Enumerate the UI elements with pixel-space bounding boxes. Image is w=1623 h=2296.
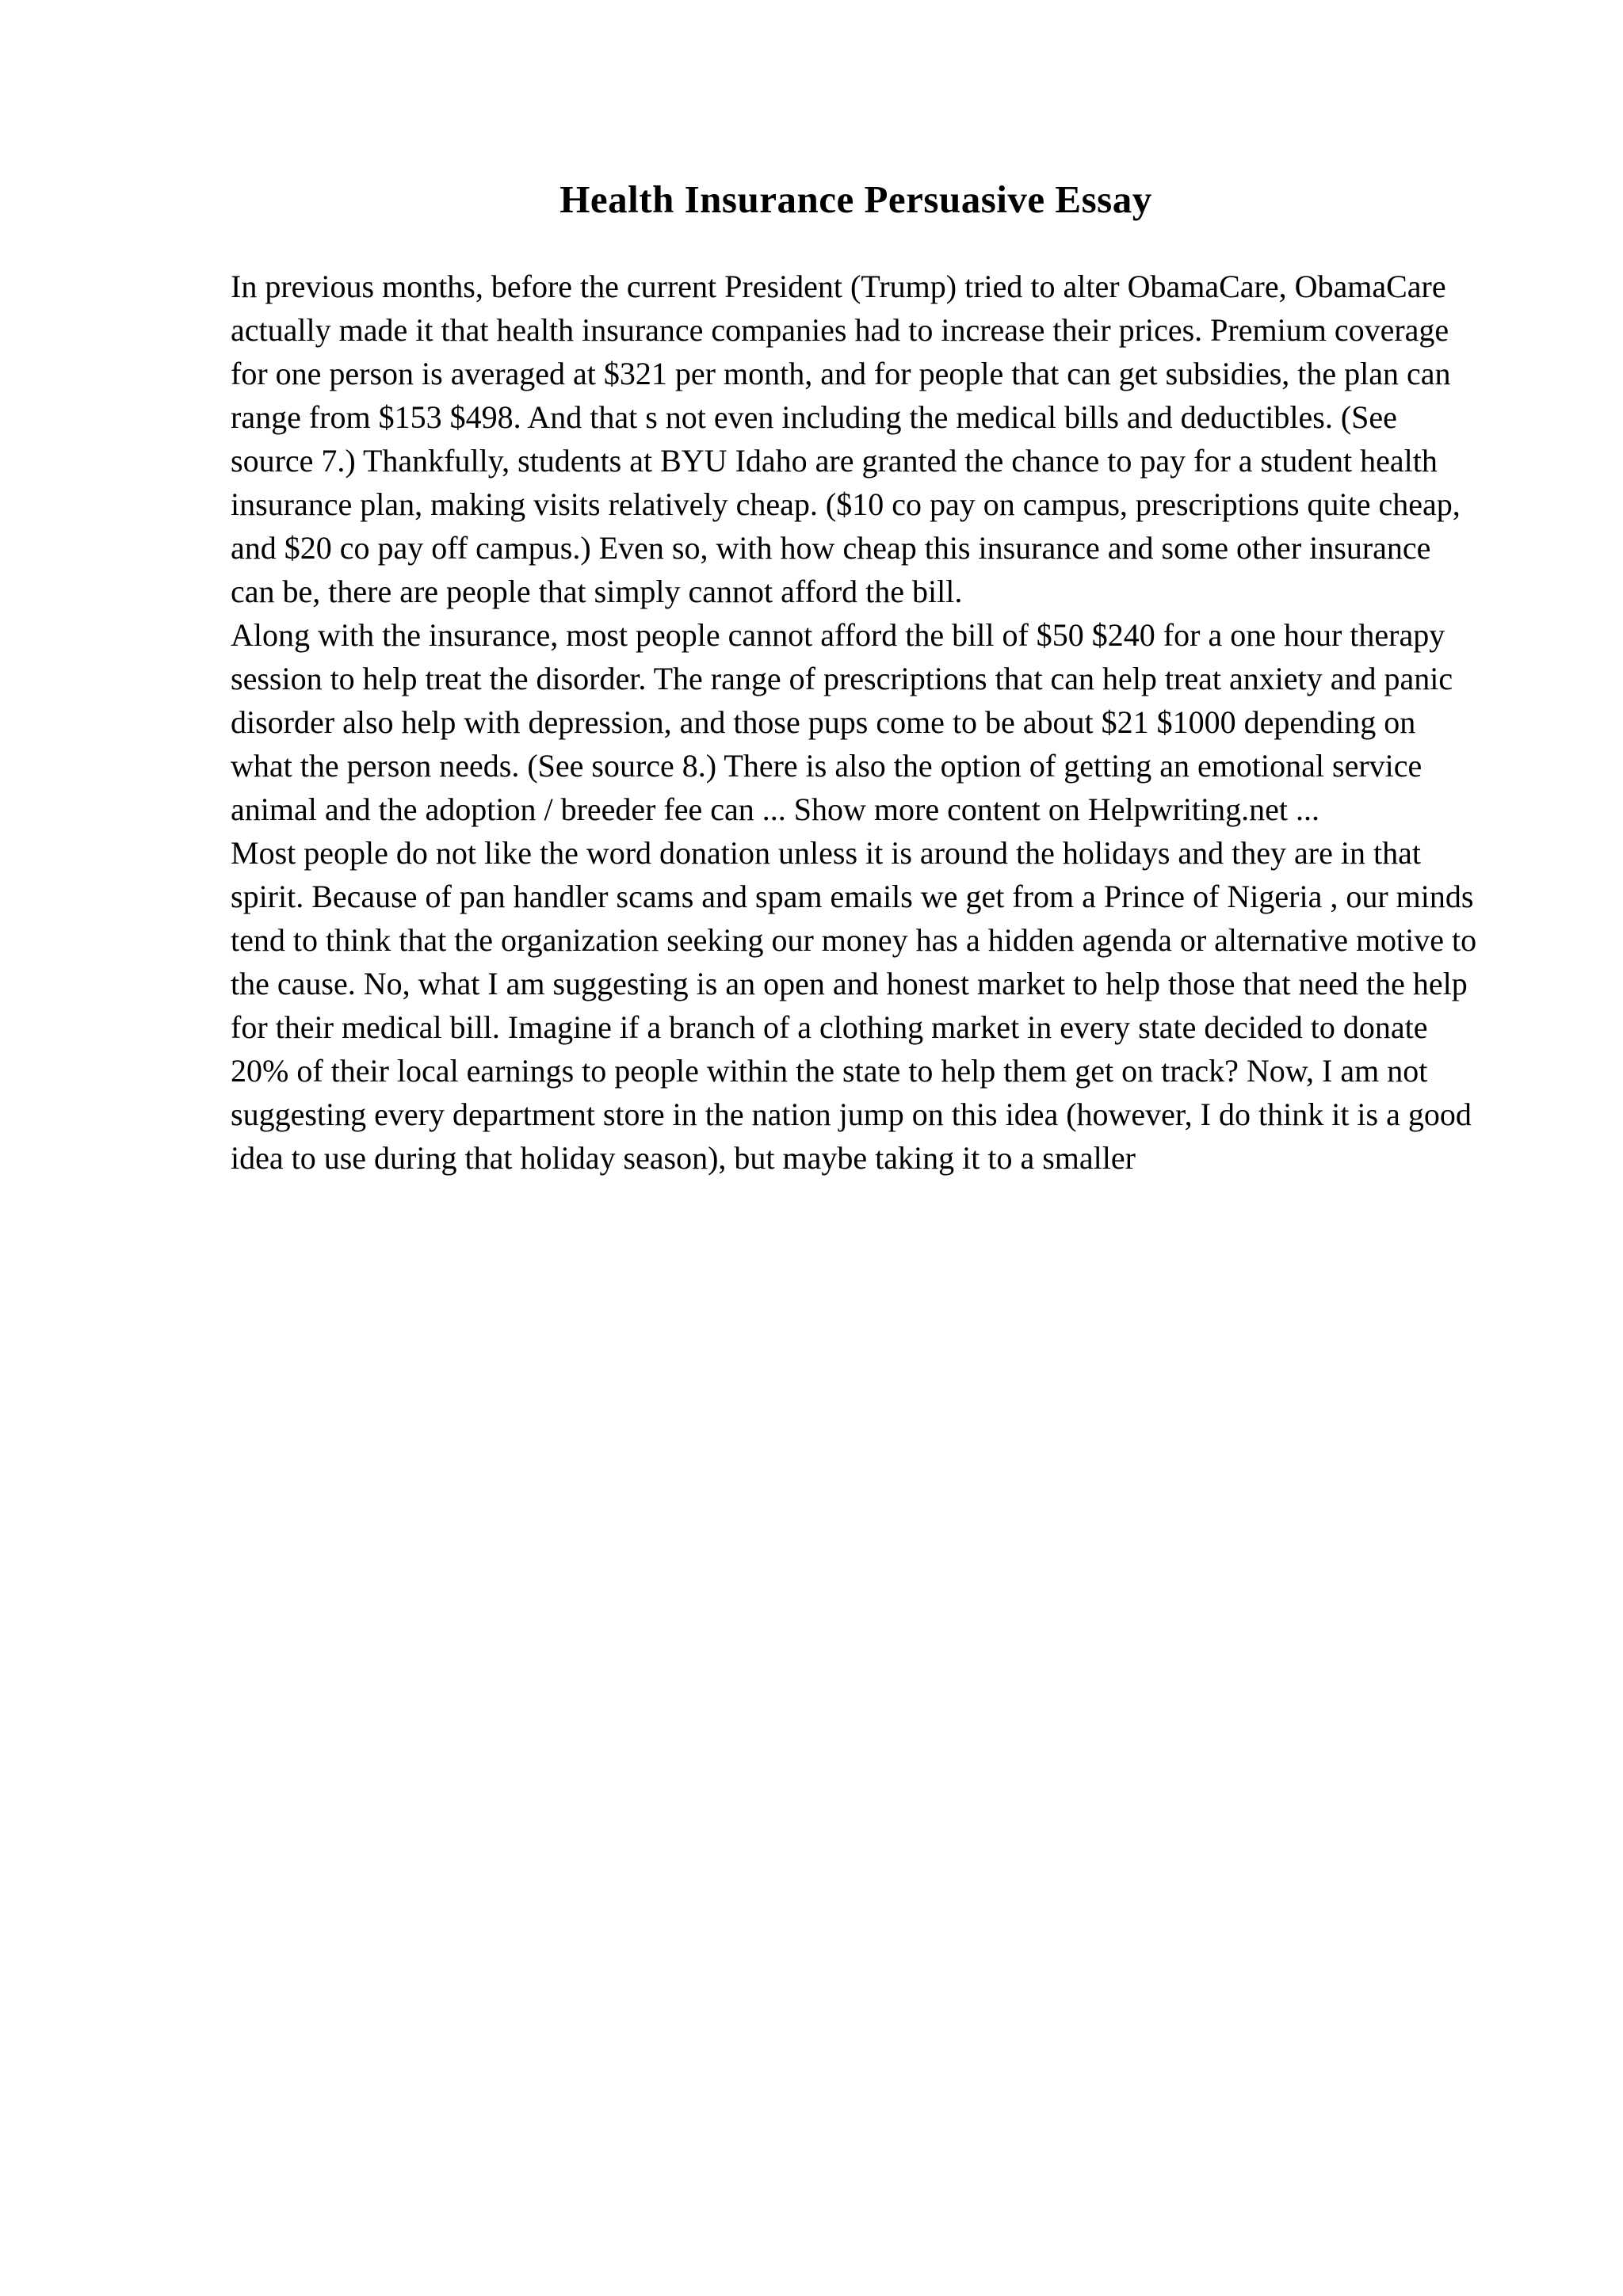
essay-content (231, 0, 1481, 1180)
essay-paragraph-1: In previous months, before the current President (Trump) tried to alter ObamaCare, ObamaCare actually made it that health insurance companies had to increase their prices. Premium coverage for one person is averaged at $321 per month, and for people that can get subsidies, the plan can range from $153 $498. And that s not even including the medical bills and deductibles. (See source 7.) Thankfully, students at BYU Idaho are granted the chance to pay for a student health insurance plan, making visits relatively cheap. ($10 co pay on campus, prescriptions quite cheap, and $20 co pay off campus.) Even so, with how cheap this insurance and some other insurance can be, there are people that simply cannot afford the bill. (231, 269, 1461, 609)
essay-paragraph-2: Along with the insurance, most people cannot afford the bill of $50 $240 for a one hour therapy session to help treat the disorder. The range of prescriptions that can help treat anxiety and panic disorder also help with depression, and those pups come to be about $21 $1000 depending on what the person needs. (See source 8.) There is also the option of getting an emotional service animal and the adoption / breeder fee can ... Show more content on Helpwriting.net ... (231, 617, 1453, 827)
essay-title: Health Insurance Persuasive Essay (559, 177, 1152, 221)
essay-body (231, 265, 1481, 1180)
essay-paragraph-3: Most people do not like the word donation unless it is around the holidays and they are in that spirit. Because of pan handler scams and spam emails we get from a Prince of Nigeria , our minds tend to think that the organization seeking our money has a hidden agenda or alternative motive to the cause. No, what I am suggesting is an open and honest market to help those that need the help for their medical bill. Imagine if a branch of a clothing market in every state decided to donate 20% of their local earnings to people within the state to help them get on track? Now, I am not suggesting every department store in the nation jump on this idea (however, I do think it is a good idea to use during that holiday season), but maybe taking it to a smaller (231, 835, 1477, 1176)
